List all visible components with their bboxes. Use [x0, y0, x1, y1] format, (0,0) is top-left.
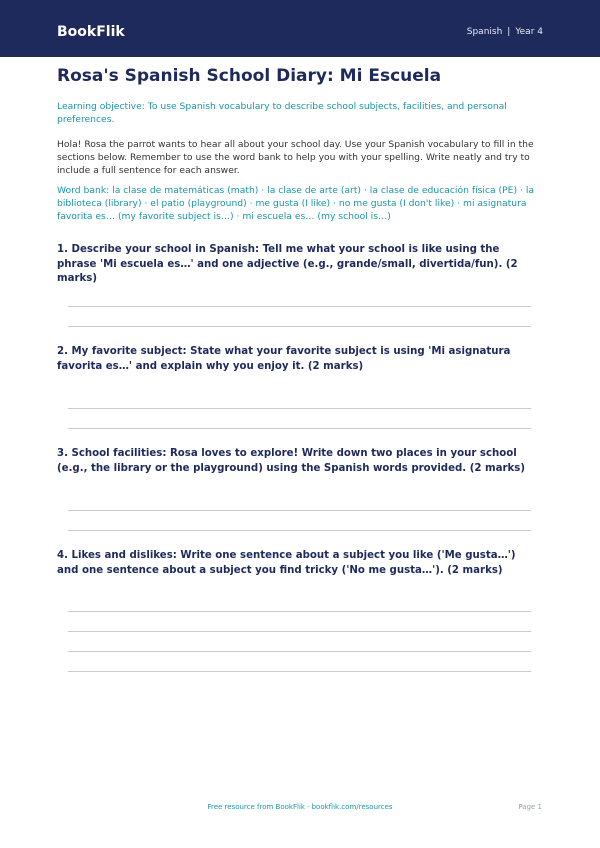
word-bank: Word bank: la clase de matemáticas (math) · la clase de arte (art) · la clase de educación física (PE) · la biblioteca (library) · el patio (playground) · me gusta (I like) · no me gusta (I don't like) · mi asignatura favorita es… (my favorite subject is…) · mi escuela es… (my school is…) [57, 185, 535, 222]
question-2: 2. My favorite subject: State what your favorite subject is using 'Mi asignatura favorita es…' and explain why you enjoy it. (2 marks) [57, 346, 511, 372]
page-title: Rosa's Spanish School Diary: Mi Escuela [57, 66, 442, 86]
page-number: Page 1 [518, 803, 542, 811]
header-bar [0, 0, 600, 57]
answer-line[interactable] [68, 306, 531, 307]
answer-line[interactable] [68, 510, 531, 511]
answer-line[interactable] [68, 428, 531, 429]
answer-line[interactable] [68, 631, 531, 632]
answer-line[interactable] [68, 530, 531, 531]
answer-line[interactable] [68, 671, 531, 672]
question-4: 4. Likes and dislikes: Write one sentence about a subject you like ('Me gusta…') and one sentence about a subject you find tricky ('No me gusta…'). (2 marks) [57, 550, 516, 576]
year-label: Year 4 [515, 27, 543, 37]
subject-label: Spanish [466, 27, 503, 37]
question-3: 3. School facilities: Rosa loves to explore! Write down two places in your school (e.g., the library or the playground) using the Spanish words provided. (2 marks) [57, 448, 526, 474]
answer-line[interactable] [68, 326, 531, 327]
answer-line[interactable] [68, 651, 531, 652]
brand-logo[interactable]: BookFlik [57, 24, 125, 40]
question-1: 1. Describe your school in Spanish: Tell me what your school is like using the phrase 'Mi escuela es…' and one adjective (e.g., grande/small, divertida/fun). (2 marks) [57, 244, 518, 284]
subject-year-label [467, 26, 543, 38]
answer-line[interactable] [68, 611, 531, 612]
intro-paragraph: Hola! Rosa the parrot wants to hear all about your school day. Use your Spanish vocabulary to fill in the sections below. Remember to use the word bank to help you with your spelling. Write neatly and try to include a full sentence for each answer. [57, 139, 534, 176]
separator: | [507, 27, 511, 37]
learning-objective: Learning objective: To use Spanish vocabulary to describe school subjects, facilities, and personal preferences. [57, 101, 507, 125]
footer [0, 802, 600, 814]
answer-line[interactable] [68, 408, 531, 409]
footer-resource-link[interactable]: Free resource from BookFlik · bookflik.com/resources [207, 803, 393, 811]
